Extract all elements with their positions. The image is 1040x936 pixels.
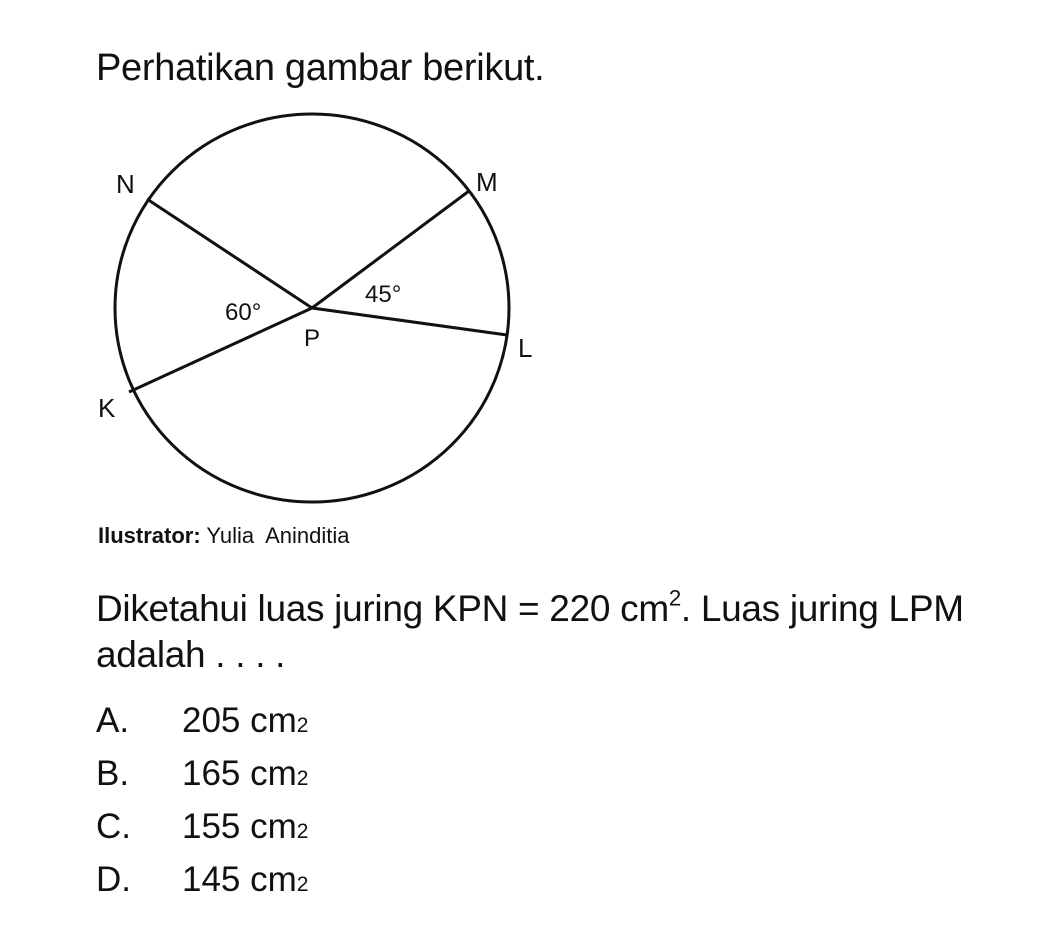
credit-label: Ilustrator: bbox=[98, 523, 201, 548]
question-exponent: 2 bbox=[668, 585, 681, 611]
illustrator-credit bbox=[98, 522, 350, 550]
radius-pl bbox=[312, 308, 507, 335]
point-label-p: P bbox=[304, 325, 321, 352]
option-letter: C. bbox=[96, 807, 131, 846]
point-label-l: L bbox=[518, 333, 533, 363]
point-label-n: N bbox=[116, 169, 135, 199]
option-value: 145 cm bbox=[182, 860, 297, 899]
point-label-m: M bbox=[476, 167, 498, 197]
option-letter: A. bbox=[96, 701, 130, 740]
question-text bbox=[96, 586, 996, 678]
intro-text: Perhatikan gambar berikut. bbox=[96, 47, 545, 89]
question-text-after: . Luas juring LPM adalah . . . . bbox=[96, 588, 964, 675]
angle-label-npk: 60° bbox=[225, 299, 262, 326]
option-letter: B. bbox=[96, 754, 130, 793]
question-text-before: Diketahui luas juring KPN = 220 cm bbox=[96, 588, 669, 629]
angle-label-mpl: 45° bbox=[365, 281, 402, 308]
option-c[interactable]: C. 155 cm 2 bbox=[96, 800, 308, 853]
radius-pk bbox=[129, 308, 312, 392]
option-value: 205 cm bbox=[182, 701, 297, 740]
radius-pn bbox=[147, 199, 312, 308]
option-d[interactable]: D. 145 cm 2 bbox=[96, 853, 308, 906]
option-letter: D. bbox=[96, 860, 131, 899]
point-label-k: K bbox=[98, 393, 116, 423]
option-value: 165 cm bbox=[182, 754, 297, 793]
credit-name: Yulia Aninditia bbox=[206, 523, 350, 548]
answer-options bbox=[96, 694, 308, 906]
option-b[interactable]: B. 165 cm 2 bbox=[96, 747, 308, 800]
option-a[interactable]: A. 205 cm 2 bbox=[96, 694, 308, 747]
option-value: 155 cm bbox=[182, 807, 297, 846]
